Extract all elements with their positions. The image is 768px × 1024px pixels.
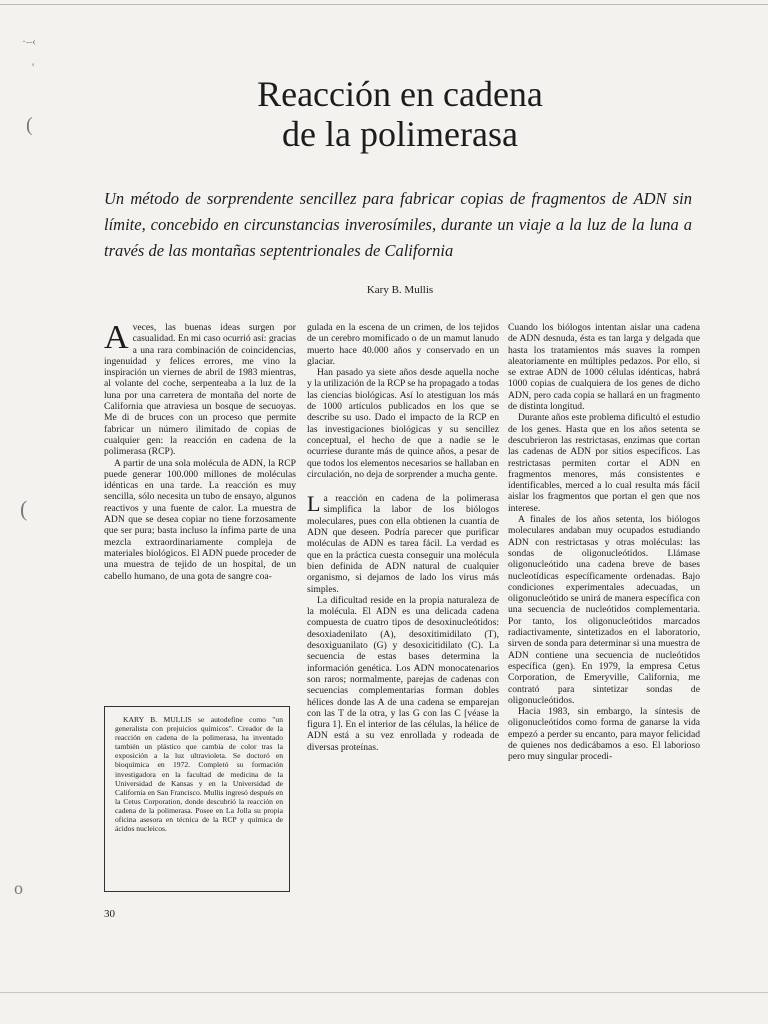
section-gap bbox=[307, 480, 499, 493]
column-1 bbox=[104, 319, 296, 582]
paragraph: Hacia 1983, sin embargo, la síntesis de oligonucleótidos como forma de ganarse la vida empezó a perder su encanto, para mayor felicidad de quienes nos dedicábamos a eso. El laborioso pero muy singular procedi- bbox=[508, 706, 700, 763]
paragraph: A partir de una sola molécula de ADN, la RCP puede generar 100.000 millones de moléculas idénticas en una tarde. La reacción es muy sencilla, sólo necesita un tubo de ensayo, algunos reactivos y una fuente de calor. La muestra de ADN que se desea copiar no tiene forzosamente que ser pura; basta incluso la ínfima parte de una mezcla extraordinariamente compleja de materiales biológicos. El ADN puede proceder de una muestra de tejido de un hospital, de un cabello humano, de una gota de sangre coa- bbox=[104, 457, 296, 582]
paragraph: Durante años este problema dificultó el estudio de los genes. Hasta que en los años setenta se descubrieron las restrictasas, enzimas que cortan las cadenas de ADN por sitios específicos. Las restrictasas permiten cortar el ADN en fragmentos menores, más consistentes e identificables, merced a lo cual resulta más fácil aislar los fragmentos que portan el gen que nos interese. bbox=[508, 412, 700, 514]
paragraph-text: veces, las buenas ideas surgen por casualidad. En mi caso ocurrió así: gracias a una rara combinación de coincidencias, ingenuidad y felices errores, me vino la inspiración un viernes de abril de 1983 mientras, al volante del coche, serpenteaba a la luz de la luna por una carretera de montaña del norte de California que atraviesa un bosque de secuoyas. Me di de bruces con un proceso que permite fabricar un número ilimitado de copias de cualquier gen: la reacción en cadena de la polimerasa (RCP). bbox=[104, 322, 296, 458]
scan-edge-bottom bbox=[0, 992, 768, 993]
author-bio: KARY B. MULLIS se autodefine como "un generalista con prejuicios químicos". Creador de la reacción en cadena de la polimerasa, ha inventado también un plástico que cambia de color tras la exposición a la luz ultravioleta. Se doctoró en bioquímica en 1972. Completó su formación investigadora en la facultad de medicina de la Universidad de Kansas y en la Universidad de California en San Francisco. Mullis ingresó después en la Cetus Corporation, donde descubrió la reacción en cadena de la polimerasa. Posee en La Jolla su propia oficina asesora en técnica de la RCP y química de ácidos nucleicos. bbox=[115, 715, 283, 834]
title-line-1: Reacción en cadena bbox=[257, 74, 543, 114]
column-2 bbox=[307, 322, 499, 753]
paragraph: A finales de los años setenta, los biólogos moleculares andaban muy ocupados estudiando ADN con restrictasas y otras moléculas: las sondas de oligonucleótidos. Llámase oligonucleótido una cadena breve de bases nucleotídicas específicamente ordenadas. Bajo condiciones experimentales adecuadas, un oligonucleótido se unirá de manera específica con una secuencia de nucleótidos complementaria. Por tanto, los oligonucleótidos marcados radiactivamente, sintetizados en el laboratorio, sirven de sonda para determinar si una muestra de ADN contiene una secuencia de nucleótidos específica (gen). En 1979, la empresa Cetus Corporation, de Emeryville, California, me contrató para sintetizar sondas de oligonucleótidos. bbox=[508, 514, 700, 706]
article-subtitle: Un método de sorprendente sencillez para fabricar copias de fragmentos de ADN sin límite, concebido en circunstancias inverosímiles, durante un viaje a la luz de la luna a través de las montañas septentrionales de California bbox=[104, 189, 692, 260]
author-bio-box bbox=[104, 706, 290, 892]
scan-speck: ' bbox=[32, 60, 35, 74]
scan-edge-top bbox=[0, 4, 768, 5]
paragraph bbox=[104, 319, 296, 458]
paragraph: Cuando los biólogos intentan aislar una cadena de ADN desnuda, ésta es tan larga y delgada que hasta los tratamientos más suaves la rompen aleatoriamente en múltiples pedazos. Por ello, si se extrae ADN de 1000 células idénticas, habrá 1000 copias de cualquiera de los genes de dicho ADN, pero cada copia se hallará en un fragmento de distinta longitud. bbox=[508, 322, 700, 413]
column-3 bbox=[508, 322, 700, 763]
title-line-2: de la polimerasa bbox=[282, 114, 518, 154]
paragraph: Han pasado ya siete años desde aquella noche y la utilización de la RCP se ha propagado a todas las ciencias biológicas. Así lo atestiguan los más de 1000 artículos publicados en los que se describe su uso. Dado el impacto de la RCP en las investigaciones biológicas y su sencillez conceptual, el hecho de que a nadie se le ocurriese durante más de quince años, a pesar de que todos los elementos necesarios se hallaban en circulación, no deja de sorprender a mucha gente. bbox=[307, 367, 500, 480]
scan-speck: ( bbox=[20, 496, 28, 521]
drop-cap: L bbox=[307, 491, 321, 517]
paragraph-text: a reacción en cadena de la polimerasa simplifica la labor de los biólogos moleculares, pues con ella obtienen la cuantía de ADN que deseen. Podría parecer que purificar moléculas de ADN es tarea fácil. La verdad es que en la práctica cuesta conseguir una molécula bien definida de ADN natural de cualquier organismo, si dejamos de lado los virus más simples. bbox=[307, 493, 499, 595]
scan-speck: o bbox=[14, 878, 23, 898]
scan-speck: ·–‹ bbox=[22, 34, 36, 48]
scan-speck: ( bbox=[26, 114, 33, 136]
paragraph: La dificultad reside en la propia naturaleza de la molécula. El ADN es una delicada cadena compuesta de cuatro tipos de desoxinucleótidos: desoxiadenilato (A), desoxitimidilato (T), desoxiguanilato (G) y desoxicitidilato (C). La secuencia de estas bases determina la información genética. Los ADN monocatenarios son raros; normalmente, parejas de cadenas con secuencias complementarias forman dobles hélices donde las A de una cadena se emparejan con las T de la otra, y las G con las C [véase la figura 1]. En el interior de las células, la hélice de ADN está a su vez enrollada y rodeada de diversas proteínas. bbox=[307, 594, 499, 753]
author-byline: Kary B. Mullis bbox=[366, 284, 434, 296]
page-number: 30 bbox=[104, 908, 115, 920]
paragraph: gulada en la escena de un crimen, de los tejidos de un cerebro momificado o de un mamut lanudo muerto hace 40.000 años y conservado en un glaciar. bbox=[307, 322, 499, 367]
article-title bbox=[150, 74, 650, 154]
drop-cap: A bbox=[104, 319, 129, 356]
paragraph bbox=[307, 493, 499, 595]
